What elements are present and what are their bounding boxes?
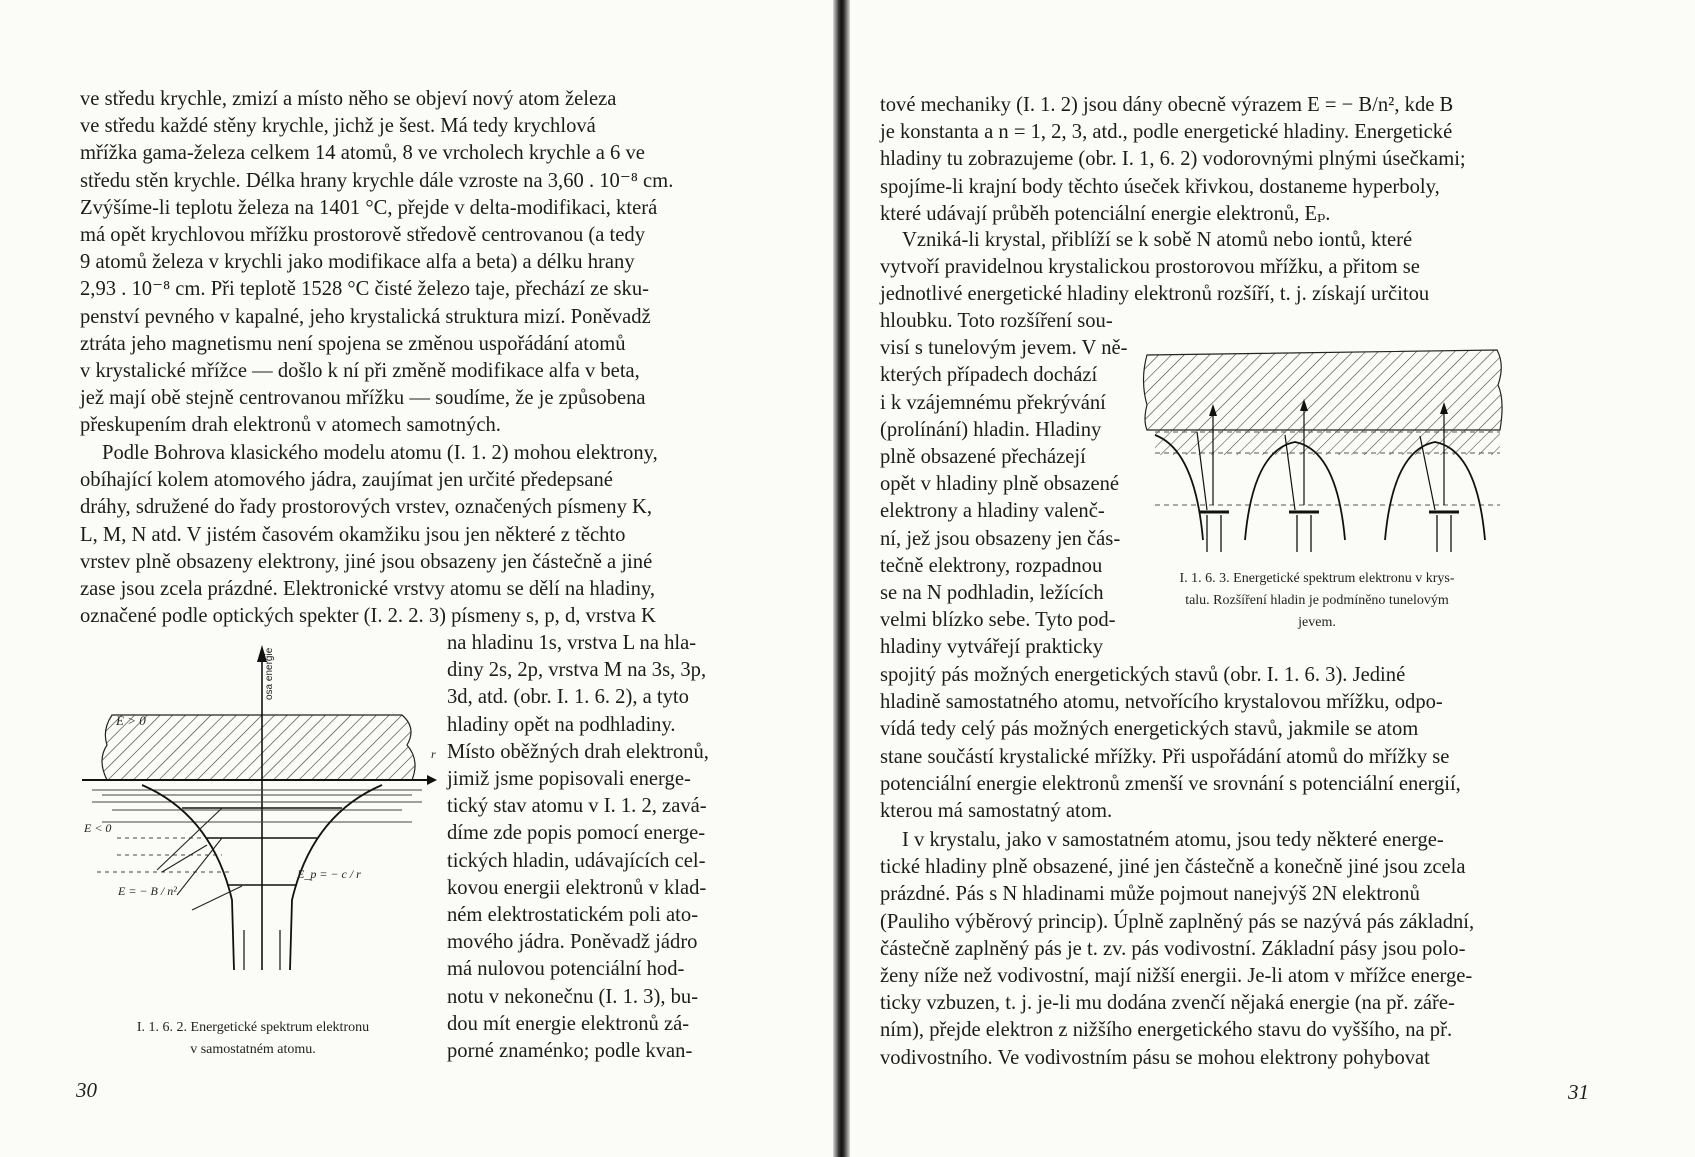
positive-energy-region xyxy=(102,715,415,780)
text-line: potenciální energie elektronů zmenší ve srovnání s potenciální energií, xyxy=(880,772,1461,795)
overlapping-band xyxy=(1155,430,1500,455)
text-line: ním), přejde elektron z nižšího energetického stavu do vyššího, na př. xyxy=(880,1019,1453,1042)
text-line: je konstanta a n = 1, 2, 3, atd., podle energetické hladiny. Energetické xyxy=(880,121,1453,144)
positive-region-label: E > 0 xyxy=(116,713,146,728)
text-line: tických hladin, udávajících cel- xyxy=(447,849,706,872)
right-figure-caption xyxy=(1112,568,1522,634)
text-line: zase jsou zcela prázdné. Elektronické vrstvy atomu se dělí na hladiny, xyxy=(80,578,656,601)
right-page-number: 31 xyxy=(1568,1080,1589,1104)
right-paragraph-2 xyxy=(880,227,1563,309)
text-line: na hladinu 1s, vrstva L na hla- xyxy=(447,632,697,654)
text-line: ní, jež jsou obsazeny jen čás- xyxy=(880,527,1121,550)
text-line: prázdné. Pás s N hladinami může pojmout nanejvýš 2N elektronů xyxy=(880,883,1420,906)
left-paragraph-2 xyxy=(80,440,760,630)
text-line: i k vzájemnému překrývání xyxy=(880,391,1106,414)
text-line: tečně elektrony, rozpadnou xyxy=(880,554,1103,577)
text-line: se na N podhladin, ležících xyxy=(880,582,1104,605)
text-line: diny 2s, 2p, vrstva M na 3s, 3p, xyxy=(447,659,707,682)
text-line: hloubku. Toto rozšíření sou- xyxy=(880,310,1113,332)
text-line: (prolínání) hladin. Hladiny xyxy=(880,418,1102,441)
text-line: dráhy, sdružené do řady prostorových vrstev, označených písmeny K, xyxy=(80,496,653,519)
text-line: kterých případech dochází xyxy=(880,364,1098,387)
text-line: dou mít energie elektronů zá- xyxy=(447,1012,690,1035)
text-line: kterou má samostatný atom. xyxy=(880,800,1113,823)
right-paragraph-4 xyxy=(880,827,1563,1072)
text-line: jednotlivé energetické hladiny elektronů rozšíří, t. j. získají určitou xyxy=(880,283,1430,306)
left-page xyxy=(0,0,838,1157)
text-line: ztráta jeho magnetismu není spojena se změnou uspořádání atomů xyxy=(80,332,626,355)
text-line: středu stěn krychle. Délka hrany krychle dále vzroste na 3,60 . 10⁻⁸ cm. xyxy=(80,169,674,192)
energy-spectrum-atom-figure xyxy=(82,640,442,1010)
right-paragraph-2-column xyxy=(880,308,1131,662)
right-paragraph-1 xyxy=(880,92,1563,228)
text-line: jež mají obě stejně centrovanou mřížku — soudíme, že je způsobena xyxy=(80,387,646,410)
text-line: notu v nekonečnu (I. 1. 3), bu- xyxy=(447,985,699,1008)
text-line: jimiž jsme popisovali energe- xyxy=(447,768,691,791)
text-line: které udávají průběh potenciální energie elektronů, Eₚ. xyxy=(880,202,1331,225)
text-line: 2,93 . 10⁻⁸ cm. Při teplotě 1528 °C čisté železo taje, přechází ze sku- xyxy=(80,278,649,301)
text-line: spojitý pás možných energetických stavů (obr. I. 1. 6. 3). Jediné xyxy=(880,664,1406,686)
text-line: tické hladiny plně obsazené, jiné jen částečně a konečně jiné jsou zcela xyxy=(880,856,1466,879)
text-line: ženy níže než vodivostní, mají nižší energii. Je-li atom v mřížce energe- xyxy=(880,965,1473,988)
text-line: tický stav atomu v I. 1. 2, zavá- xyxy=(447,795,707,818)
left-paragraph-2-column xyxy=(447,630,759,1065)
text-line: ve středu krychle, zmizí a místo něho se objeví nový atom železa xyxy=(80,88,617,110)
text-line: mového jádra. Poněvadž jádro xyxy=(447,931,698,954)
text-line: hladiny opět na podhladiny. xyxy=(447,713,676,736)
text-line: vídá tedy celý pás možných energetických stavů, jakmile se atom xyxy=(880,718,1419,741)
text-line: (Pauliho výběrový princip). Úplně zaplněný pás se nazývá pás základní, xyxy=(880,910,1475,933)
text-line: Místo oběžných drah elektronů, xyxy=(447,740,709,763)
text-line: 3d, atd. (obr. I. 1. 6. 2), a tyto xyxy=(447,686,689,709)
text-line: penství pevného v kapalné, jeho krystalická struktura mizí. Poněvadž xyxy=(80,305,651,328)
left-paragraph-1 xyxy=(80,86,760,440)
text-line: Zvýšíme-li teplotu železa na 1401 °C, přejde v delta-modifikaci, která xyxy=(80,196,658,219)
text-line: visí s tunelovým jevem. V ně- xyxy=(880,337,1128,360)
right-paragraph-3 xyxy=(880,662,1563,825)
text-line: stane součástí krystalické mřížky. Při uspořádání atomů do mřížky se xyxy=(880,745,1450,768)
r-axis-arrow xyxy=(427,775,437,785)
text-line: I v krystalu, jako v samostatném atomu, jsou tedy některé energe- xyxy=(902,829,1444,851)
text-line: velmi blízko sebe. Tyto pod- xyxy=(880,609,1116,632)
text-line: mřížka gama-železa celkem 14 atomů, 8 ve vrcholech krychle a 6 ve xyxy=(80,142,645,165)
text-line: vodivostního. Ve vodivostním pásu se mohou elektrony pohybovat xyxy=(880,1046,1430,1069)
text-line: ticky vzbuzen, t. j. je-li mu dodána zvenčí nějaká energie (na př. záře- xyxy=(880,992,1455,1015)
text-line: vytvoří pravidelnou krystalickou prostorovou mřížku, a přitom se xyxy=(880,256,1420,279)
text-line: Vzniká-li krystal, přiblíží se k sobě N atomů nebo iontů, které xyxy=(902,229,1413,251)
text-line: porné znaménko; podle kvan- xyxy=(447,1040,693,1063)
text-line: elektrony a hladiny valenč- xyxy=(880,500,1105,523)
text-line: plně obsazené přecházejí xyxy=(880,446,1086,469)
text-line: I. 1. 6. 2. Energetické spektrum elektronu xyxy=(136,1020,370,1035)
text-line: přeskupením drah elektronů v atomech samotných. xyxy=(80,414,501,437)
text-line: kovou energii elektronů v klad- xyxy=(447,876,707,899)
negative-region-label: E < 0 xyxy=(84,821,112,835)
text-line: ném elektrostatickém poli ato- xyxy=(447,904,699,927)
text-line: 9 atomů železa v krychli jako modifikace alfa a beta) a délku hrany xyxy=(80,251,635,274)
potential-formula-label: E_p = − c / r xyxy=(297,867,361,881)
text-line: v samostatném atomu. xyxy=(190,1042,316,1057)
left-figure-caption xyxy=(70,1017,436,1061)
text-line: talu. Rozšíření hladin je podmíněno tunelovým xyxy=(1185,593,1449,608)
text-line: hladiny vytvářejí prakticky xyxy=(880,636,1104,659)
left-page-number: 30 xyxy=(76,1078,97,1102)
text-line: opět v hladiny plně obsazené xyxy=(880,473,1120,496)
text-line: hladiny tu zobrazujeme (obr. I. 1, 6. 2) vodorovnými plnými úsečkami; xyxy=(880,148,1466,171)
text-line: označené podle optických spekter (I. 2. 2. 3) písmeny s, p, d, vrstva K xyxy=(80,605,656,628)
text-line: má opět krychlovou mřížku prostorově středově centrovanou (a tedy xyxy=(80,224,646,247)
text-line: ve středu každé stěny krychle, jichž je šest. Má tedy krychlová xyxy=(80,115,596,138)
text-line: hladině samostatného atomu, netvořícího krystalovou mřížku, odpo- xyxy=(880,691,1443,714)
text-line: jevem. xyxy=(1298,615,1336,630)
r-axis-label: r xyxy=(431,747,436,761)
text-line: spojíme-li krajní body těchto úseček křivkou, dostaneme hyperboly, xyxy=(880,175,1440,198)
book-gutter xyxy=(833,0,850,1157)
text-line: vrstev plně obsazeny elektrony, jiné jsou obsazeny jen částečně a jiné xyxy=(80,550,653,573)
text-line: v krystalické mřížce — došlo k ní při změně modifikace alfa v beta, xyxy=(80,360,640,383)
text-line: Podle Bohrova klasického modelu atomu (I. 1. 2) mohou elektrony, xyxy=(102,442,658,464)
energy-spectrum-crystal-figure xyxy=(1135,340,1515,555)
text-line: L, M, N atd. V jistém časovém okamžiku jsou jen některé z těchto xyxy=(80,523,626,546)
text-line: částečně zaplněný pás je t. zv. pás vodivostní. Základní pásy jsou polo- xyxy=(880,937,1466,960)
potential-curve-left xyxy=(142,785,234,970)
energy-axis-label: osa energie xyxy=(264,647,275,700)
text-line: I. 1. 6. 3. Energetické spektrum elektronu v krys- xyxy=(1179,571,1455,586)
right-page xyxy=(850,0,1695,1157)
level-formula-label: E = − B / n² xyxy=(118,884,177,898)
positive-energy-region xyxy=(1144,350,1503,430)
text-line: tové mechaniky (I. 1. 2) jsou dány obecně výrazem E = − B/n², kde B xyxy=(880,94,1454,116)
text-line: obíhající kolem atomového jádra, zaujímat jen určité předepsané xyxy=(80,469,613,492)
text-line: díme zde popis pomocí energe- xyxy=(447,822,706,845)
text-line: má nulovou potenciální hod- xyxy=(447,958,685,981)
